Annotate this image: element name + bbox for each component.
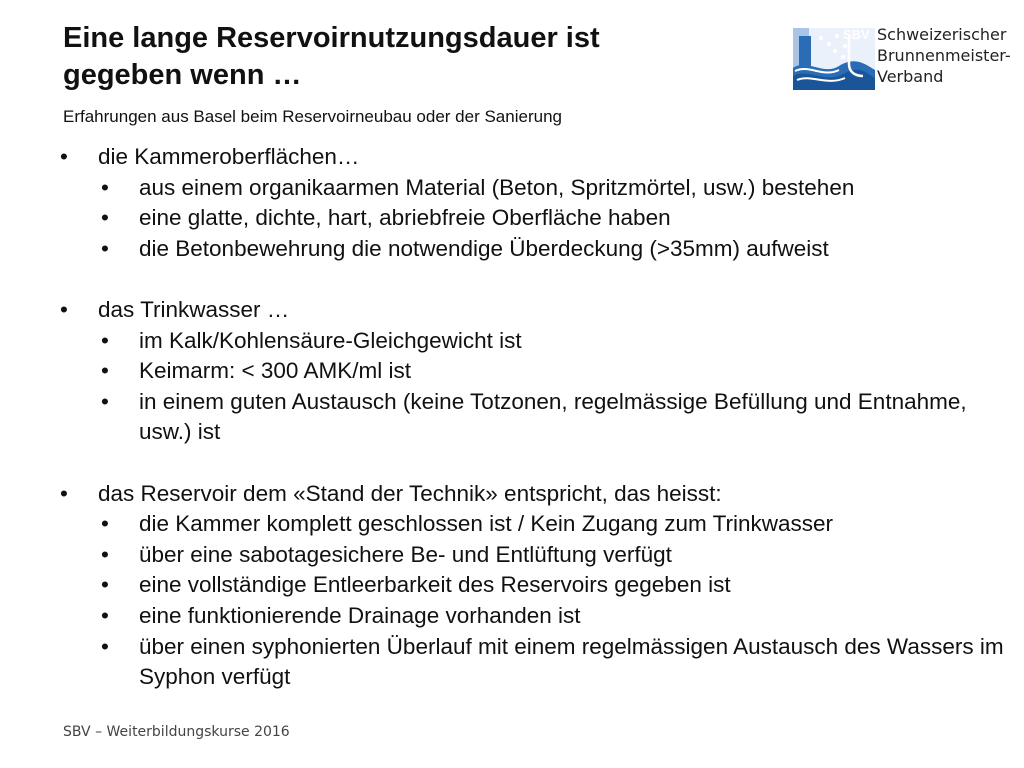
sub-bullet-item [60,326,1010,357]
bullet-icon: • [101,572,109,598]
sub-bullet-item [60,356,1010,387]
sub-bullet-item [60,632,1010,693]
bullet-icon: • [101,205,109,231]
sub-bullet-item [60,173,1010,204]
bullet-heading: die Kammeroberflächen… [98,144,360,169]
bullet-icon: • [101,327,109,353]
bullet-icon: • [101,174,109,200]
slide-title [63,20,753,94]
bullet-group-chamber-surfaces [60,142,1010,264]
sub-bullet-item [60,570,1010,601]
bullet-icon: • [101,388,109,414]
bullet-icon: • [101,541,109,567]
sub-bullet-text: im Kalk/Kohlensäure-Gleichgewicht ist [139,327,522,353]
title-line-2: gegeben wenn … [63,59,302,91]
bullet-icon: • [101,602,109,628]
bullet-icon: • [60,144,68,169]
bullet-heading: das Trinkwasser … [98,296,290,322]
sub-bullet-text: eine glatte, dichte, hart, abriebfreie Oberfläche haben [139,205,671,231]
logo-name [877,24,1011,87]
sbv-logo [793,24,1011,94]
sub-bullet-item [60,509,1010,540]
sub-bullet-text: in einem guten Austausch (keine Totzonen, regelmässige Befüllung und Entnahme, usw.) ist [139,388,967,445]
sub-bullet-text: über einen syphonierten Überlauf mit einem regelmässigen Austausch des Wassers im Syphon verfügt [139,633,1004,690]
bullet-icon: • [101,235,109,261]
sub-bullet-item [60,203,1010,234]
bullet-group-drinking-water [60,295,1010,448]
bullet-list [60,142,1010,723]
sub-bullet-text: eine vollständige Entleerbarkeit des Reservoirs gegeben ist [139,572,731,598]
bullet-item [60,479,1010,510]
bullet-icon: • [101,358,109,384]
bullet-heading: das Reservoir dem «Stand der Technik» entspricht, das heisst: [98,480,722,506]
bullet-icon: • [60,296,68,322]
sbv-logo-mark [793,24,875,90]
bullet-icon: • [101,633,109,659]
bullet-icon: • [60,480,68,506]
sub-bullet-text: aus einem organikaarmen Material (Beton, Spritzmörtel, usw.) bestehen [139,174,855,200]
sub-bullet-text: die Betonbewehrung die notwendige Überdeckung (>35mm) aufweist [139,235,829,261]
sub-bullet-item [60,540,1010,571]
logo-name-line-2: Brunnenmeister- [877,46,1011,65]
sub-bullet-text: eine funktionierende Drainage vorhanden ist [139,602,581,628]
bullet-item [60,295,1010,326]
sub-bullet-item [60,601,1010,632]
sub-bullet-item [60,234,1010,265]
sub-bullet-text: Keimarm: < 300 AMK/ml ist [139,358,411,384]
bullet-item [60,142,1010,173]
bullet-icon: • [101,511,109,537]
sub-bullet-text: über eine sabotagesichere Be- und Entlüftung verfügt [139,541,672,567]
sub-bullet-text: die Kammer komplett geschlossen ist / Kein Zugang zum Trinkwasser [139,511,834,537]
slide-footer: SBV – Weiterbildungskurse 2016 [63,724,290,740]
logo-name-line-3: Verband [877,67,944,86]
logo-abbr: SBV [843,27,870,42]
bullet-group-reservoir [60,479,1010,693]
logo-name-line-1: Schweizerischer [877,25,1007,44]
title-line-1: Eine lange Reservoirnutzungsdauer ist [63,22,600,54]
slide-subtitle: Erfahrungen aus Basel beim Reservoirneubau oder der Sanierung [63,107,562,126]
sub-bullet-item [60,387,1010,448]
